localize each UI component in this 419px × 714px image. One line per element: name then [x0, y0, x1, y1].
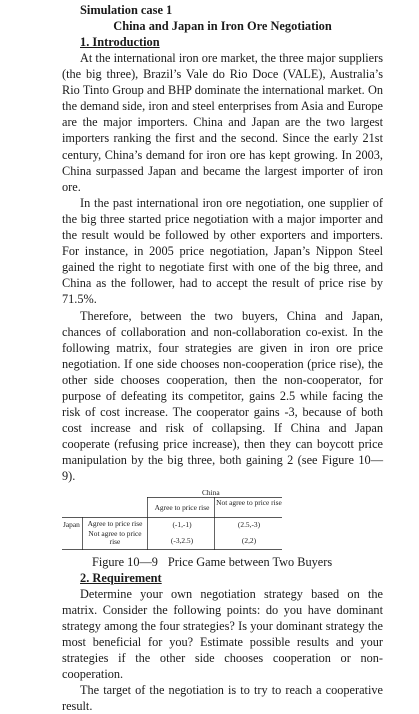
paragraph: Therefore, between the two buyers, China and Japan, chances of collaboration and non-collaboration co-exist. In the following matrix, four strategies are given in iron ore price negotiation. If one side chooses non-cooperation (price rise), the other side chooses cooperation, then the non-cooperator, for purpose of defeating its competitor, gains 2.5 while facing the risk of cost increase. The cooperator gains -3, because of both cost increase and risk of collapsing. If China and Japan cooperate (refusing price increase), then they can boycott price manipulation by the big three, both gaining 2 (see Figure 10—9).	[62, 308, 383, 484]
document-title: China and Japan in Iron Ore Negotiation	[113, 19, 332, 33]
figure-caption	[92, 554, 383, 570]
payoff-cell: (-3,2.5)	[170, 535, 194, 545]
figure-label: Figure 10—9	[92, 554, 158, 569]
paragraph: Determine your own negotiation strategy based on the matrix. Consider the following points: do you have dominant strategy among the four strategies? Is your dominant strategy the most beneficial for you? Estimate possible results and your strategies if the other side chooses cooperation or non-cooperation.	[62, 586, 383, 681]
column-player-label: China	[202, 487, 220, 497]
payoff-cell: (2.5,-3)	[237, 519, 261, 529]
payoff-cell: (-1,-1)	[172, 519, 192, 529]
payoff-matrix-figure	[62, 487, 383, 552]
document-page	[62, 2, 383, 714]
row-header: Agree to price rise	[87, 518, 143, 528]
figure-title: Price Game between Two Buyers	[167, 554, 333, 569]
section-heading-requirement: 2. Requirement	[80, 570, 162, 585]
paragraph: The target of the negotiation is to try to reach a cooperative result.	[62, 683, 383, 714]
section-heading-introduction: 1. Introduction	[80, 35, 160, 49]
row-player-label: Japan	[63, 519, 80, 529]
column-header: Not agree to price rise	[216, 497, 282, 507]
paragraph: At the international iron ore market, the three major suppliers (the big three), Brazil’s Vale do Rio Doce (VALE), Australia’s Rio Tinto Group and BHP dominate the international market. On the demand side, iron and steel enterprises from Asia and Europe are the major importers. China and Japan are the two largest importers ranking the first and the second. Since the early 21st century, China’s demand for iron ore has kept growing. In 2003, China surpassed Japan and became the largest importer of iron ore.	[62, 51, 383, 194]
column-header: Agree to price rise	[154, 502, 210, 512]
payoff-cell: (2,2)	[241, 535, 257, 545]
case-title: Simulation case 1	[80, 3, 173, 17]
paragraph: In the past international iron ore negotiation, one supplier of the big three started price negotiation with a major importer and the result would be followed by other exporters and importers. For instance, in 2005 price negotiation, Japan’s Nippon Steel gained the right to negotiate first with one of the big three, and China as the follower, had to accept the result of price rise by 71.5%.	[62, 195, 383, 307]
row-header: Not agree to price rise	[88, 528, 142, 547]
